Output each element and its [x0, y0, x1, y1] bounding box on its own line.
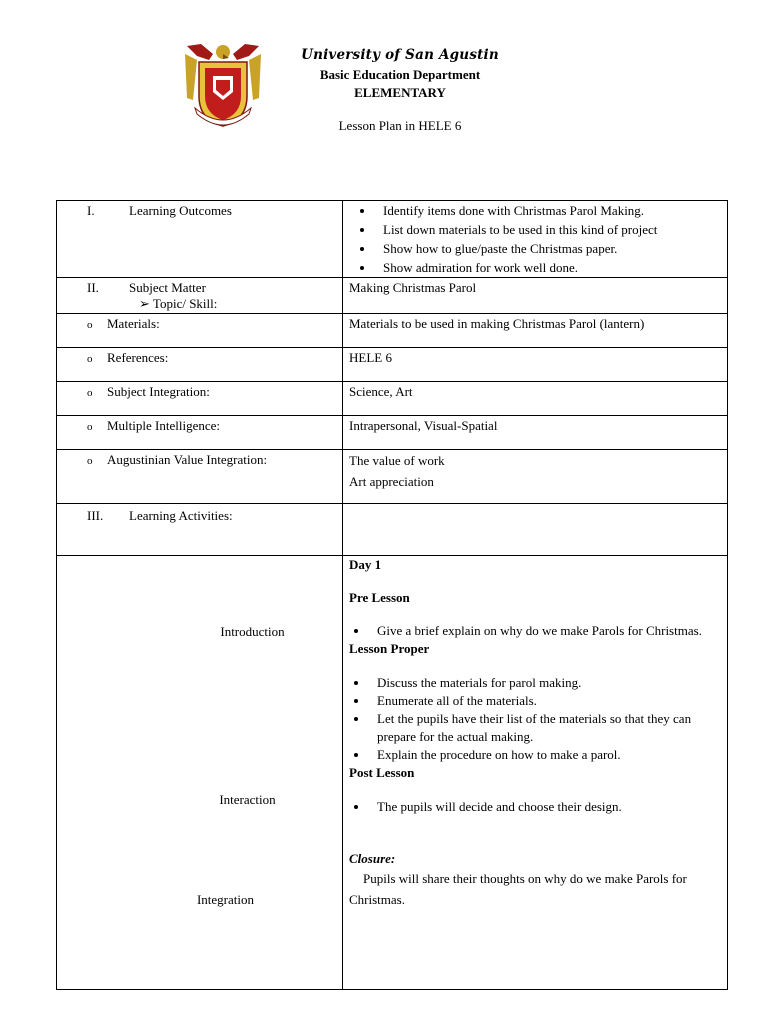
list-item: • Identify items done with Christmas Parol Making. [375, 201, 721, 220]
row-augustinian-value [57, 450, 728, 504]
list-item: • Show admiration for work well done. [375, 258, 721, 277]
pre-lesson-heading: Pre Lesson [349, 590, 410, 605]
closure-text: Pupils will share their thoughts on why do we make Parols for Christmas. [349, 871, 687, 907]
row-label: Materials: [107, 316, 160, 331]
row-label: Multiple Intelligence: [107, 418, 220, 433]
row-subject-integration [57, 382, 728, 416]
row-label: Subject Integration: [107, 384, 210, 399]
lesson-proper-list [349, 674, 721, 764]
list-item: • Discuss the materials for parol making. [369, 674, 721, 692]
row-label: Augustinian Value Integration: [107, 452, 268, 467]
introduction-label: Introduction [220, 624, 285, 639]
section-number: II. [87, 280, 99, 295]
school-level: ELEMENTARY [354, 85, 446, 100]
row-day-activities [57, 556, 728, 990]
outcomes-list [349, 201, 721, 277]
list-item: • Give a brief explain on why do we make Parols for Christmas. [369, 622, 721, 640]
integration-label: Integration [196, 892, 255, 907]
circle-bullet-icon: o [87, 319, 93, 331]
topic-skill-label: Topic/ Skill: [152, 296, 218, 311]
list-item: • Explain the procedure on how to make a parol. [369, 746, 721, 764]
row-value: Materials to be used in making Christmas Parol (lantern) [349, 316, 645, 331]
list-item: • Show how to glue/paste the Christmas paper. [375, 239, 721, 258]
circle-bullet-icon: o [87, 455, 93, 467]
section-label: Learning Activities: [129, 508, 233, 523]
row-label: References: [107, 350, 169, 365]
section-label: Subject Matter [129, 280, 206, 295]
row-materials [57, 314, 728, 348]
circle-bullet-icon: o [87, 353, 93, 365]
row-multiple-intelligence [57, 416, 728, 450]
pre-lesson-list [349, 622, 721, 640]
row-learning-outcomes [57, 201, 728, 278]
row-value: The value of work [349, 453, 445, 468]
list-item: • Enumerate all of the materials. [369, 692, 721, 710]
university-name: University of San Agustin [301, 47, 499, 63]
day-title: Day 1 [349, 557, 382, 572]
list-item: • Let the pupils have their list of the materials so that they can prepare for the actual making. [369, 710, 721, 746]
row-learning-activities [57, 504, 728, 556]
circle-bullet-icon: o [87, 387, 93, 399]
row-value: Art appreciation [349, 474, 434, 489]
section-number: III. [87, 508, 104, 523]
closure-heading: Closure: [349, 851, 396, 866]
section-label: Learning Outcomes [129, 203, 232, 218]
row-value: Science, Art [349, 384, 413, 399]
subject-value: Making Christmas Parol [349, 280, 477, 295]
list-item: • The pupils will decide and choose their design. [369, 798, 721, 816]
lesson-plan-table [56, 200, 728, 990]
circle-bullet-icon: o [87, 421, 93, 433]
section-number: I. [87, 203, 95, 218]
post-lesson-list [349, 798, 721, 816]
lesson-proper-heading: Lesson Proper [349, 641, 430, 656]
row-subject-matter [57, 278, 728, 314]
arrow-bullet-icon: ➢ [139, 296, 150, 311]
row-references [57, 348, 728, 382]
row-value: HELE 6 [349, 350, 392, 365]
row-value: Intrapersonal, Visual-Spatial [349, 418, 498, 433]
lesson-plan-title: Lesson Plan in HELE 6 [338, 118, 462, 133]
list-item: • List down materials to be used in this kind of project [375, 220, 721, 239]
interaction-label: Interaction [219, 792, 276, 807]
department-name: Basic Education Department [319, 67, 481, 82]
post-lesson-heading: Post Lesson [349, 765, 415, 780]
